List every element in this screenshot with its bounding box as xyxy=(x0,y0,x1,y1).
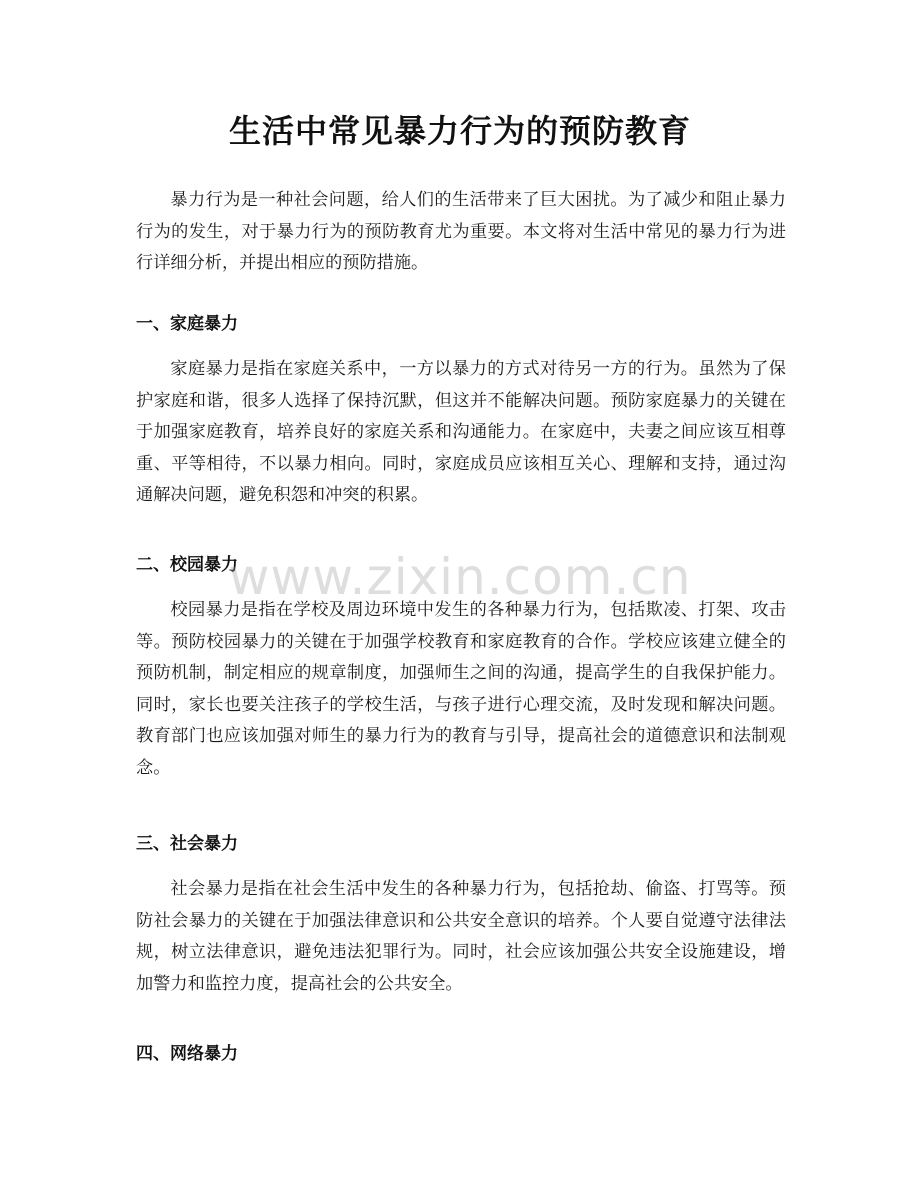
section-body-domestic-violence: 家庭暴力是指在家庭关系中，一方以暴力的方式对待另一方的行为。虽然为了保护家庭和谐，很多人选择了保持沉默，但这并不能解决问题。预防家庭暴力的关键在于加强家庭教育，培养良好的家庭关系和沟通能力。在家庭中，夫妻之间应该互相尊重、平等相待，不以暴力相向。同时，家庭成员应该相互关心、理解和支持，通过沟通解决问题，避免积怨和冲突的积累。 xyxy=(136,359,786,505)
section-heading-cyber-violence: 四、网络暴力 xyxy=(136,1044,238,1064)
section-body-campus-violence: 校园暴力是指在学校及周边环境中发生的各种暴力行为，包括欺凌、打架、攻击等。预防校园暴力的关键在于加强学校教育和家庭教育的合作。学校应该建立健全的预防机制，制定相应的规章制度，加强师生之间的沟通，提高学生的自我保护能力。同时，家长也要关注孩子的学校生活，与孩子进行心理交流，及时发现和解决问题。教育部门也应该加强对师生的暴力行为的教育与引导，提高社会的道德意识和法制观念。 xyxy=(136,600,786,778)
section-heading-social-violence: 三、社会暴力 xyxy=(136,834,238,854)
section-body-social-violence: 社会暴力是指在社会生活中发生的各种暴力行为，包括抢劫、偷盗、打骂等。预防社会暴力的关键在于加强法律意识和公共安全意识的培养。个人要自觉遵守法律法规，树立法律意识，避免违法犯罪行为。同时，社会应该加强公共安全设施建设，增加警力和监控力度，提高社会的公共安全。 xyxy=(136,879,786,994)
section-heading-domestic-violence: 一、家庭暴力 xyxy=(136,314,238,334)
document-title: 生活中常见暴力行为的预防教育 xyxy=(228,112,691,150)
section-heading-campus-violence: 二、校园暴力 xyxy=(136,555,238,575)
watermark-text: www.zixin.com.cn xyxy=(228,548,692,606)
intro-paragraph: 暴力行为是一种社会问题，给人们的生活带来了巨大困扰。为了减少和阻止暴力行为的发生，对于暴力行为的预防教育尤为重要。本文将对生活中常见的暴力行为进行详细分析，并提出相应的预防措施。 xyxy=(136,190,786,273)
